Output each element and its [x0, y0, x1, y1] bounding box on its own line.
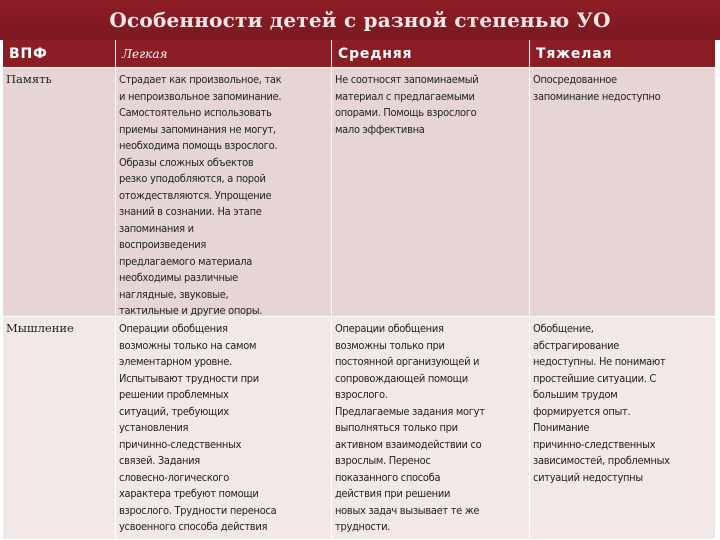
title-bar — [0, 0, 720, 40]
slide-title: Особенности детей с разной степенью УО — [109, 8, 611, 32]
text-memory-moderate: Не соотносят запоминаемый материал с предлагаемыми опорами. Помощь взрослого мало эффективна — [335, 73, 479, 136]
row-label-memory: Память — [3, 68, 116, 317]
cell-memory-moderate — [332, 68, 530, 317]
header-severe: Тяжелая — [530, 40, 716, 68]
header-moderate: Средняя — [332, 40, 530, 68]
text-thinking-moderate: Операции обобщения возможны только при постоянной организующей и сопровождающей помощи взрослого. Предлагаемые задания могут выполняться только при активном взаимодействии со взрослым. Перенос показанного способа действия при решении новых задач вызывает те же трудности. — [335, 322, 485, 533]
comparison-table — [3, 40, 716, 540]
row-label-thinking: Мышление — [3, 317, 116, 540]
cell-memory-severe — [530, 68, 716, 317]
text-memory-mild: Страдает как произвольное, так и непроизвольное запоминание. Самостоятельно использовать приемы запоминания не могут, необходима помощь взрослого. Образы сложных объектов резко уподобляются, а порой отождествляются. Упрощение знаний в сознании. На этапе запоминания и воспроизведения предлагаемого материала необходимы различные наглядные, звуковые, тактильные и другие опоры. — [119, 73, 282, 317]
text-thinking-severe: Обобщение, абстрагирование недоступны. Не понимают простейшие ситуации. С большим трудом формируется опыт. Понимание причинно-следственных зависимостей, проблемных ситуаций недоступны — [533, 322, 670, 484]
header-vpf: ВПФ — [3, 40, 116, 68]
text-thinking-mild: Операции обобщения возможны только на самом элементарном уровне. Испытывают трудности при решении проблемных ситуаций, требующих установления причинно-следственных связей. Задания словесно-логического характера требуют помощи взрослого. Трудности переноса усвоенного способа действия — [119, 322, 277, 533]
cell-thinking-mild — [116, 317, 332, 540]
cell-thinking-moderate — [332, 317, 530, 540]
cell-thinking-severe — [530, 317, 716, 540]
cell-memory-mild — [116, 68, 332, 317]
text-memory-severe: Опосредованное запоминание недоступно — [533, 73, 661, 103]
header-mild: Легкая — [116, 40, 332, 68]
